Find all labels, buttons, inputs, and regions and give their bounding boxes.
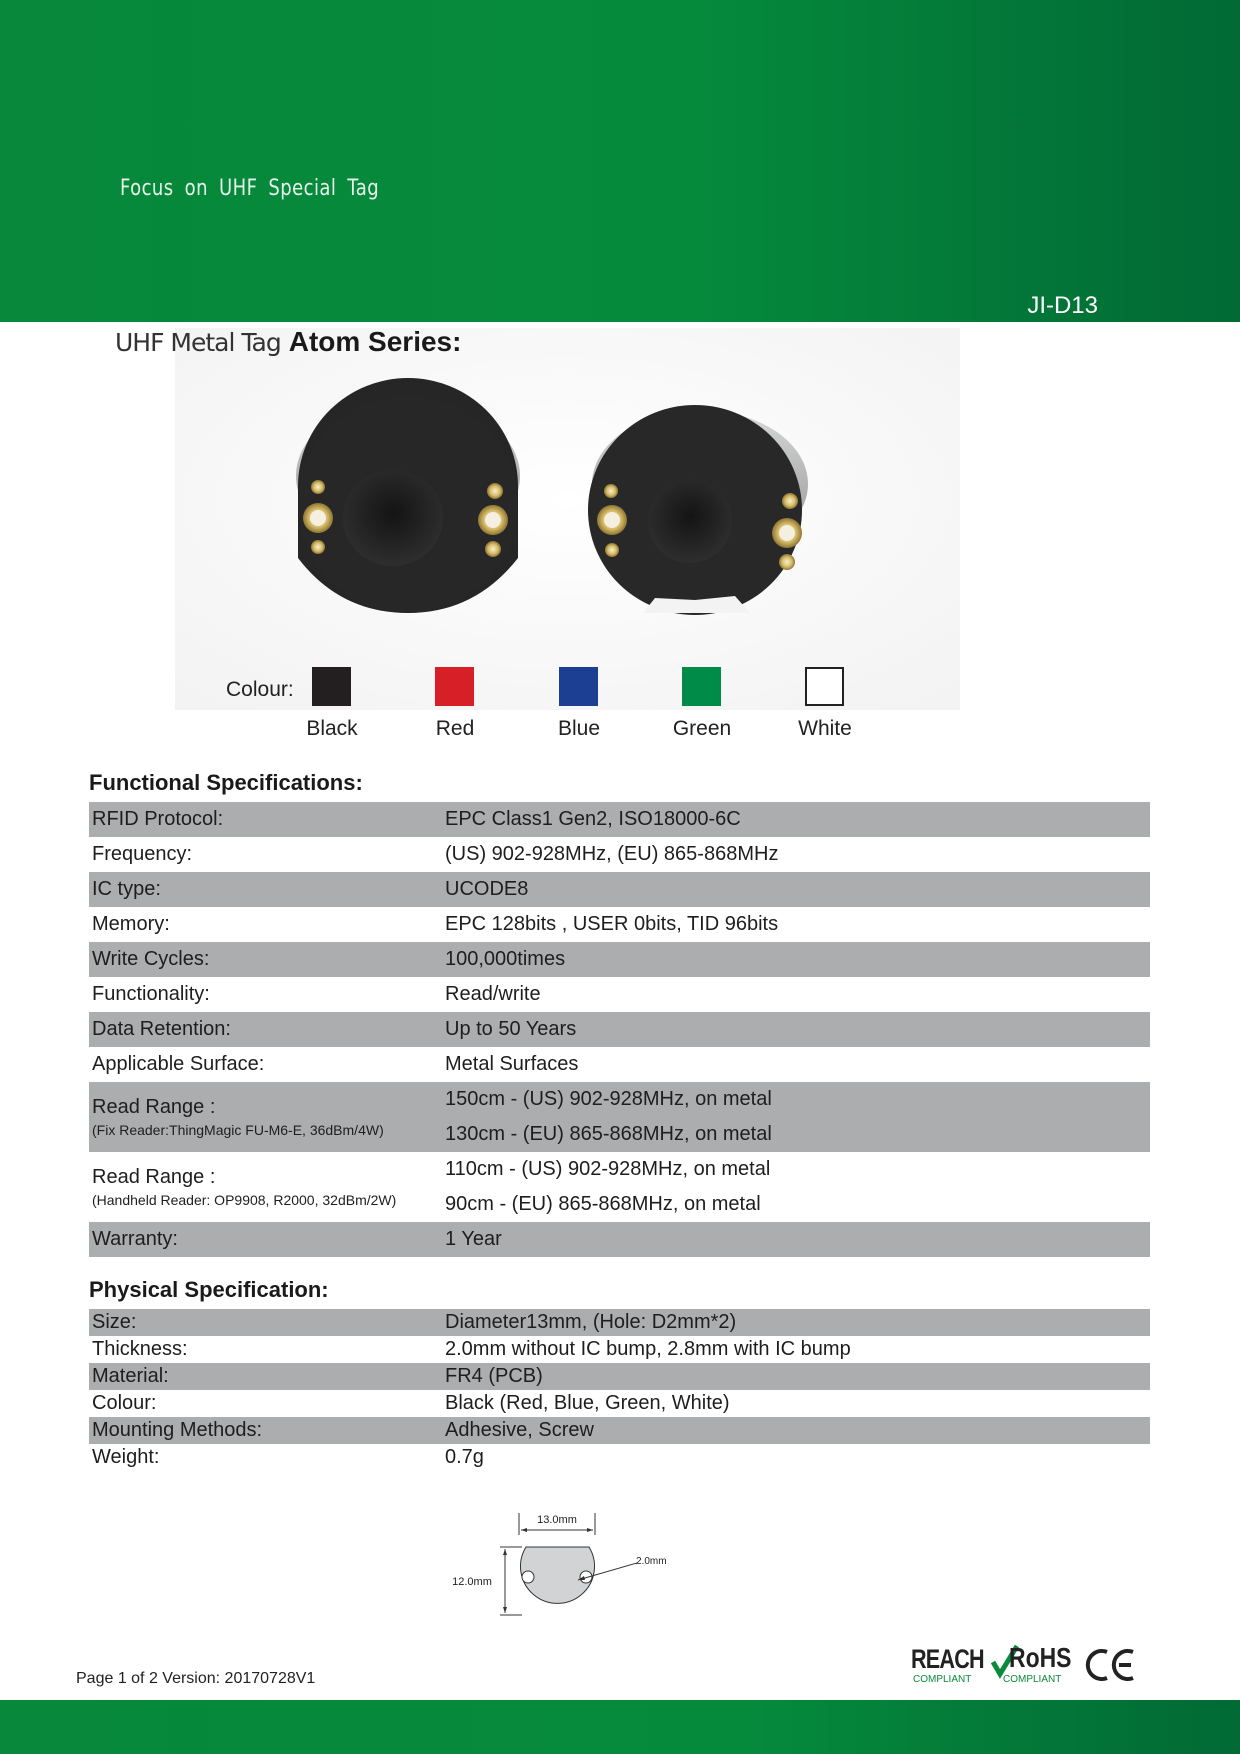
spec-value: 0.7g xyxy=(445,1446,484,1468)
rohs-compliant-label: COMPLIANT xyxy=(1003,1674,1062,1685)
spec-label: Material: xyxy=(92,1365,169,1387)
functional-spec-row xyxy=(89,1082,1150,1152)
dim-height-label: 12.0mm xyxy=(452,1576,492,1588)
rohs-logo: RoHS xyxy=(1009,1642,1072,1673)
physical-spec-row xyxy=(89,1363,1150,1390)
functional-spec-row xyxy=(89,1152,1150,1222)
swatch-label-red: Red xyxy=(435,717,475,740)
spec-value: EPC Class1 Gen2, ISO18000-6C xyxy=(445,808,741,830)
functional-spec-row xyxy=(89,872,1150,907)
header-banner xyxy=(0,0,1240,322)
product-title xyxy=(115,326,461,358)
hole-left xyxy=(522,1571,534,1583)
colour-label: Colour: xyxy=(226,678,294,701)
spec-label: Warranty: xyxy=(92,1228,178,1250)
swatch-label-white: White xyxy=(798,717,852,740)
functional-spec-row xyxy=(89,1012,1150,1047)
spec-label: Thickness: xyxy=(92,1338,188,1360)
spec-label: Functionality: xyxy=(92,983,210,1005)
functional-spec-row xyxy=(89,1047,1150,1082)
swatch-red xyxy=(435,667,474,706)
swatch-blue xyxy=(559,667,598,706)
spec-value: (US) 902-928MHz, (EU) 865-868MHz xyxy=(445,843,779,865)
spec-label: Applicable Surface: xyxy=(92,1053,265,1075)
functional-spec-row xyxy=(89,802,1150,837)
spec-value: Metal Surfaces xyxy=(445,1053,579,1075)
spec-value: 100,000times xyxy=(445,948,566,970)
reach-compliant-label: COMPLIANT xyxy=(913,1674,972,1685)
functional-spec-row xyxy=(89,1222,1150,1257)
dim-width-label: 13.0mm xyxy=(537,1514,577,1526)
page-info: Page 1 of 2 Version: 20170728V1 xyxy=(76,1670,316,1687)
product-photo xyxy=(175,328,960,710)
swatch-label-blue: Blue xyxy=(557,717,601,740)
spec-label: Read Range : xyxy=(92,1166,216,1188)
spec-label: Size: xyxy=(92,1311,137,1333)
spec-label: Memory: xyxy=(92,913,170,935)
spec-value: 1 Year xyxy=(445,1228,502,1250)
physical-spec-row xyxy=(89,1309,1150,1336)
spec-note: (Handheld Reader: OP9908, R2000, 32dBm/2W) xyxy=(92,1192,397,1208)
spec-value: Up to 50 Years xyxy=(445,1018,577,1040)
physical-spec-row xyxy=(89,1390,1150,1417)
physical-spec-title: Physical Specification: xyxy=(89,1277,329,1302)
physical-spec-row xyxy=(89,1417,1150,1444)
functional-spec-row xyxy=(89,907,1150,942)
certification-logos xyxy=(905,1642,1145,1688)
spec-label: Read Range : xyxy=(92,1096,216,1118)
footer-banner xyxy=(0,1700,1240,1754)
spec-label: Weight: xyxy=(92,1446,160,1468)
spec-label: Write Cycles: xyxy=(92,948,210,970)
spec-label: IC type: xyxy=(92,878,161,900)
swatch-black xyxy=(312,667,351,706)
model-number: JI-D13 xyxy=(1027,292,1098,319)
spec-label: RFID Protocol: xyxy=(92,808,224,830)
dim-hole-label: 2.0mm xyxy=(636,1556,667,1567)
physical-spec-row xyxy=(89,1444,1150,1471)
ce-mark-icon xyxy=(1085,1648,1137,1682)
spec-value: EPC 128bits , USER 0bits, TID 96bits xyxy=(445,913,779,935)
product-title-bold: Atom Series: xyxy=(288,326,462,357)
spec-value: 110cm - (US) 902-928MHz, on metal xyxy=(445,1158,771,1180)
swatch-white xyxy=(805,667,844,706)
swatch-label-green: Green xyxy=(672,717,732,740)
spec-note: (Fix Reader:ThingMagic FU-M6-E, 36dBm/4W) xyxy=(92,1122,384,1138)
spec-label: Frequency: xyxy=(92,843,193,865)
spec-label: Mounting Methods: xyxy=(92,1419,263,1441)
spec-label: Data Retention: xyxy=(92,1018,231,1040)
physical-spec-row xyxy=(89,1336,1150,1363)
spec-label: Colour: xyxy=(92,1392,157,1414)
tagline: Focus on UHF Special Tag xyxy=(120,176,380,201)
spec-value: Read/write xyxy=(445,983,541,1005)
spec-value: 2.0mm without IC bump, 2.8mm with IC bump xyxy=(445,1338,851,1360)
functional-spec-row xyxy=(89,977,1150,1012)
spec-value: Adhesive, Screw xyxy=(445,1419,594,1441)
swatch-label-black: Black xyxy=(306,717,358,740)
spec-value: UCODE8 xyxy=(445,878,529,900)
spec-value-secondary: 90cm - (EU) 865-868MHz, on metal xyxy=(445,1193,761,1215)
tag-left-illustration xyxy=(296,378,520,613)
product-title-light: UHF Metal Tag xyxy=(115,328,281,357)
spec-value: Black (Red, Blue, Green, White) xyxy=(445,1392,730,1414)
functional-spec-title: Functional Specifications: xyxy=(89,770,363,795)
reach-logo: REACH xyxy=(911,1644,984,1674)
functional-spec-row xyxy=(89,942,1150,977)
spec-value: 150cm - (US) 902-928MHz, on metal xyxy=(445,1088,772,1110)
dimension-drawing xyxy=(440,1505,680,1625)
functional-spec-row xyxy=(89,837,1150,872)
swatch-green xyxy=(682,667,721,706)
spec-value: FR4 (PCB) xyxy=(445,1365,543,1387)
spec-value: Diameter13mm, (Hole: D2mm*2) xyxy=(445,1311,737,1333)
spec-value-secondary: 130cm - (EU) 865-868MHz, on metal xyxy=(445,1123,772,1145)
